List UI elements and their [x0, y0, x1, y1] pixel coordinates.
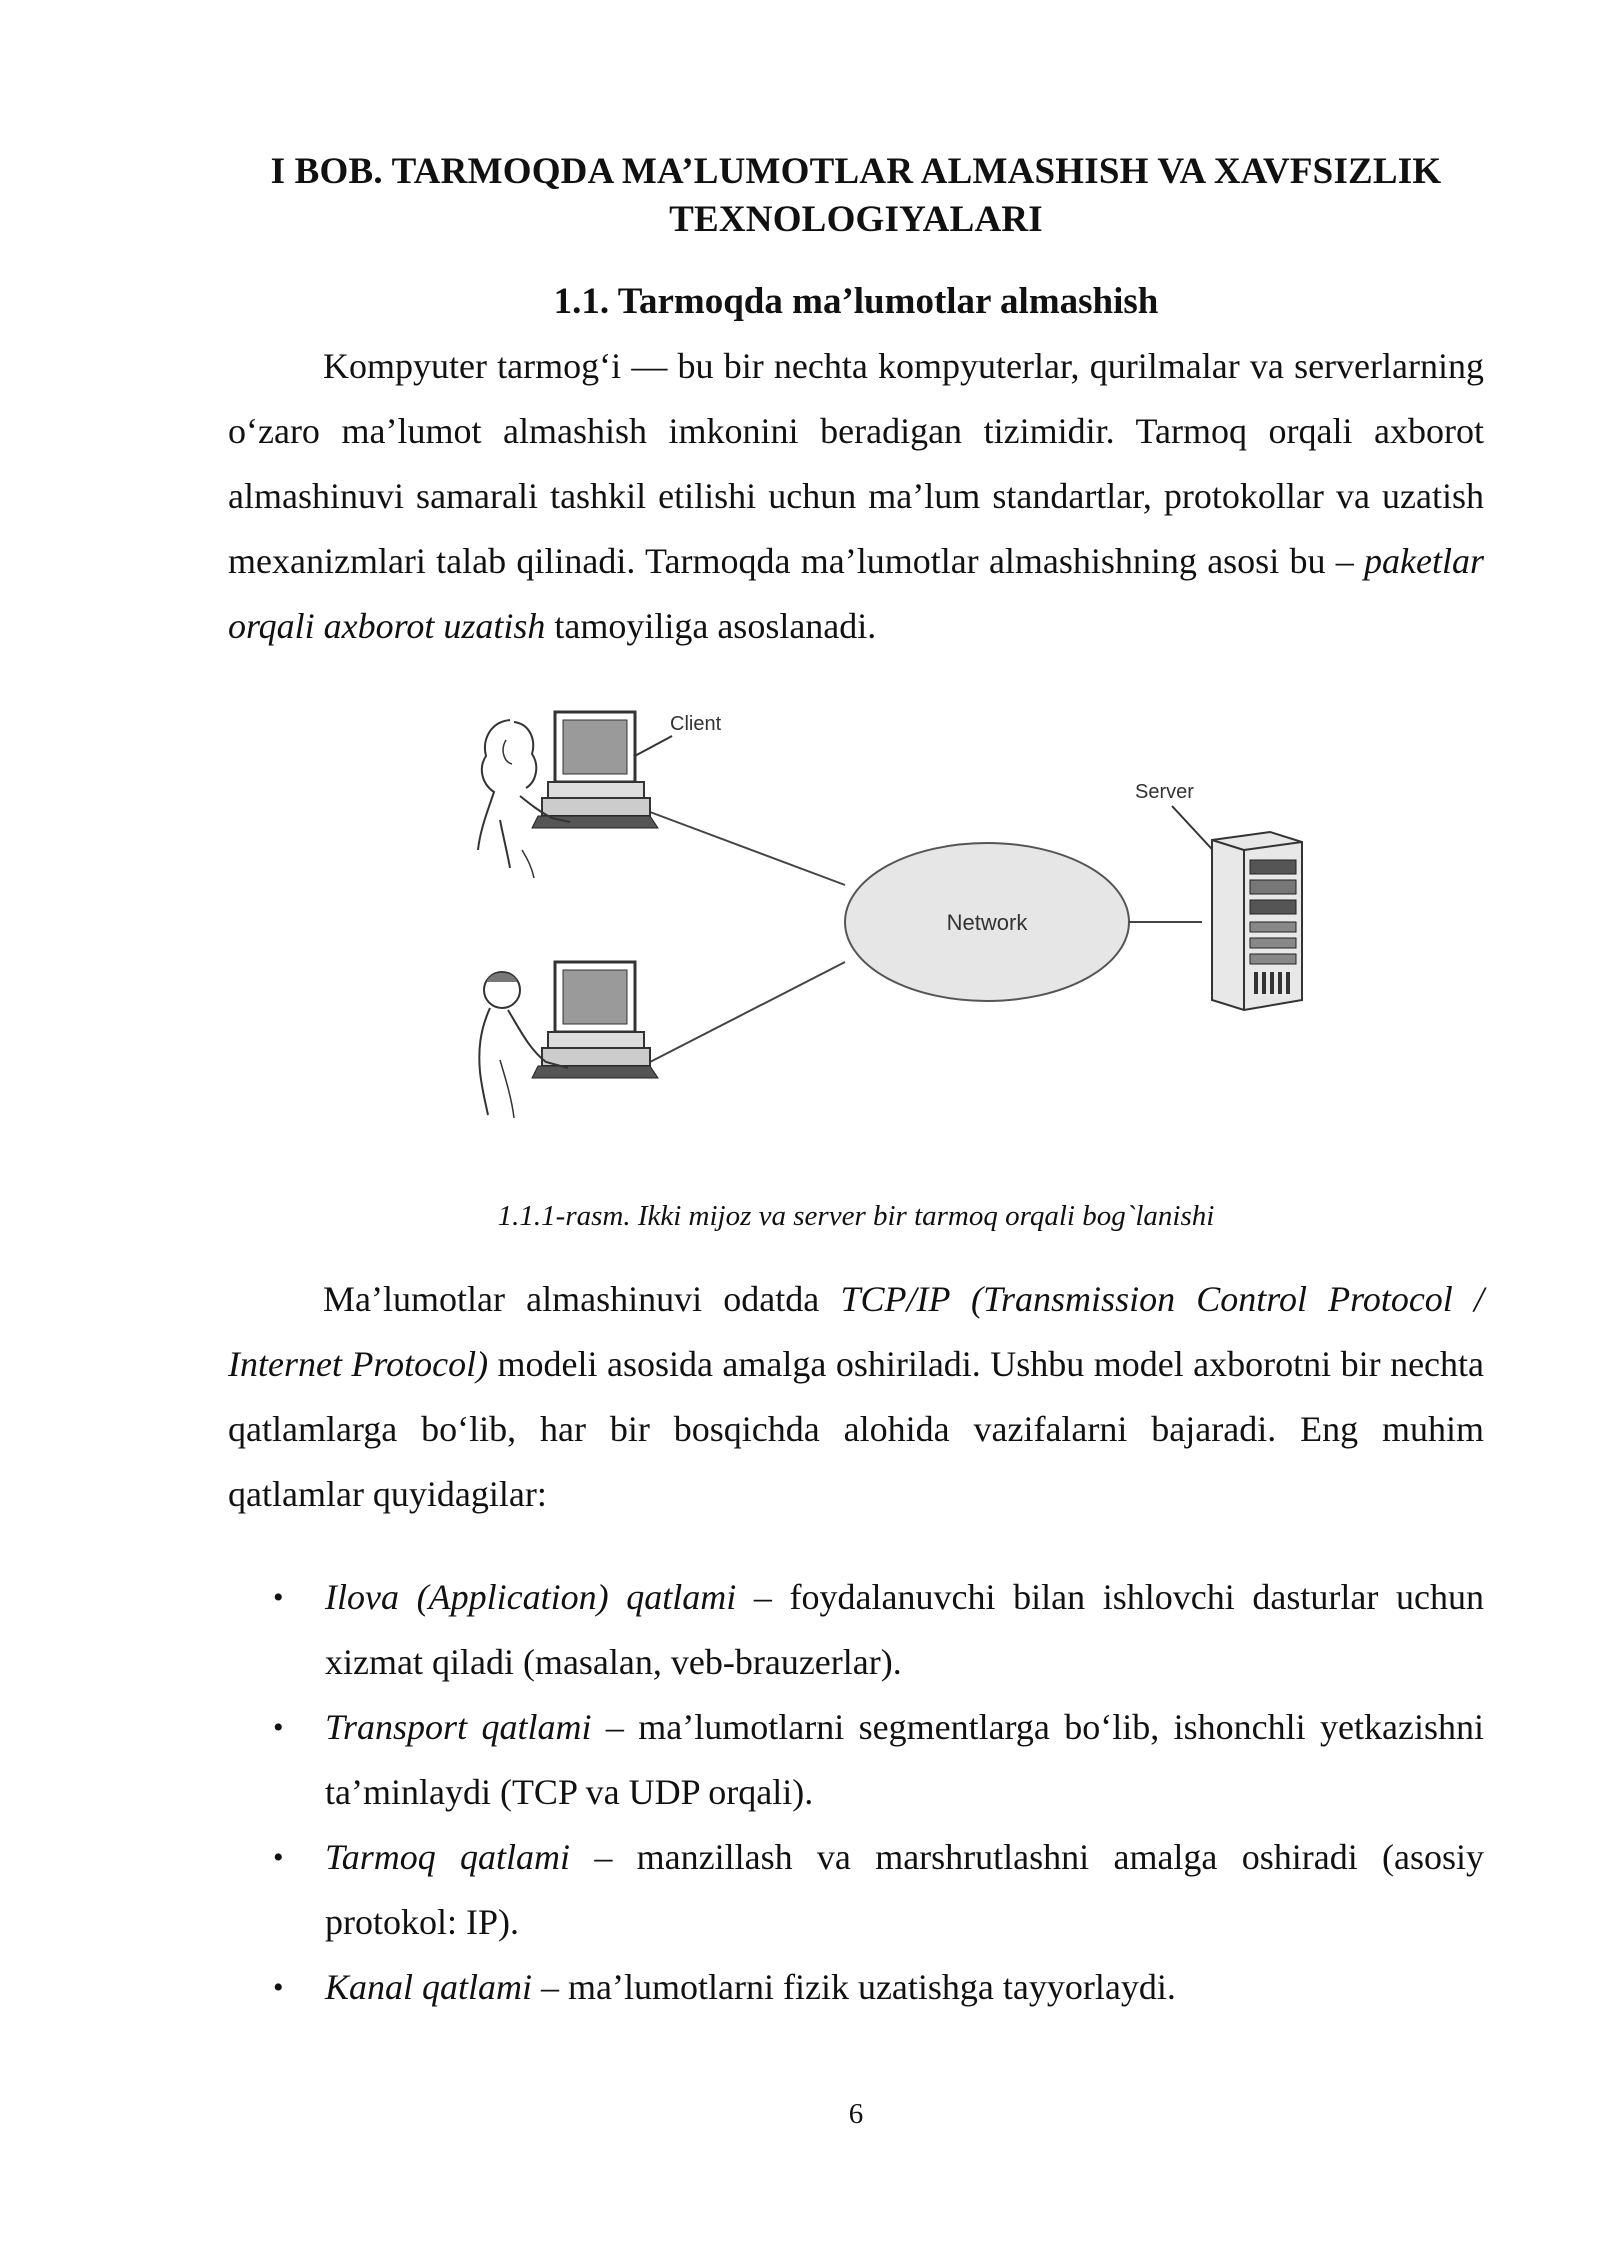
layer-term: Kanal qatlami [325, 1967, 533, 2007]
network-label: Network [946, 910, 1028, 935]
client2-link-line [650, 962, 845, 1062]
layer-description: – manzillash va marshrutlashni amalga oshiradi (asosiy protokol: IP). [325, 1837, 1484, 1942]
figure-caption: 1.1.1-rasm. Ikki mijoz va server bir tarmoq orqali bog`lanishi [497, 1200, 1215, 1232]
list-item [228, 1955, 1484, 2020]
network-diagram [460, 700, 1340, 1130]
layer-term: Tarmoq qatlami [325, 1837, 571, 1877]
tcpip-paragraph-lead: Ma’lumotlar almashinuvi odatda [323, 1279, 841, 1319]
list-item [228, 1565, 1484, 1695]
bullet-icon: • [273, 1841, 284, 1874]
intro-paragraph [228, 334, 1484, 659]
layers-list [228, 1565, 1484, 2020]
intro-paragraph-emphasis: paketlar orqali axborot uzatish [228, 541, 1484, 646]
bullet-icon: • [273, 1971, 284, 2004]
tcpip-paragraph-emphasis: TCP/IP (Transmission Control Protocol / Internet Protocol) [228, 1279, 1484, 1384]
client-label: Client [670, 713, 722, 735]
layer-term: Ilova (Application) qatlami [325, 1577, 737, 1617]
network-figure [460, 700, 1340, 1130]
list-item [228, 1825, 1484, 1955]
chapter-title-line-1: I BOB. TARMOQDA MA’LUMOTLAR ALMASHISH VA XAVFSIZLIK [270, 151, 1442, 192]
section-title: 1.1. Tarmoqda ma’lumotlar almashish [553, 281, 1159, 322]
intro-paragraph-text: Kompyuter tarmog‘i — bu bir nechta kompyuterlar, qurilmalar va serverlarning o‘zaro ma’lumot almashish imkonini beradigan tizimidir. Tarmoq orqali axborot almashinuvi samarali tashkil etilishi uchun ma’lum standartlar, protokollar va uzatish mexanizmlari talab qilinadi. Tarmoqda ma’lumotlar almashishning asosi bu – [228, 346, 1484, 581]
chapter-title [228, 148, 1484, 244]
bullet-icon: • [273, 1581, 284, 1614]
client-workstation-2 [479, 962, 658, 1118]
server-label: Server [1135, 781, 1194, 803]
client1-link-line [650, 812, 845, 885]
layer-description: – ma’lumotlarni segmentlarga bo‘lib, ishonchli yetkazishni ta’minlaydi (TCP va UDP orqali). [325, 1707, 1484, 1812]
bullet-icon: • [273, 1711, 284, 1744]
tcpip-paragraph [228, 1267, 1484, 1527]
page-number: 6 [848, 2098, 864, 2130]
tcpip-paragraph-tail: modeli asosida amalga oshiriladi. Ushbu model axborotni bir nechta qatlamlarga bo‘lib, har bir bosqichda alohida vazifalarni bajaradi. Eng muhim qatlamlar quyidagilar: [228, 1344, 1485, 1514]
layer-description: – ma’lumotlarni fizik uzatishga tayyorlaydi. [532, 1967, 1176, 2007]
layer-description: – foydalanuvchi bilan ishlovchi dasturlar uchun xizmat qiladi (masalan, veb-brauzerlar). [325, 1577, 1484, 1682]
server-tower [1212, 832, 1302, 1010]
layer-term: Transport qatlami [325, 1707, 592, 1747]
intro-paragraph-tail: tamoyiliga asoslanadi. [545, 606, 877, 646]
list-item [228, 1695, 1484, 1825]
chapter-title-line-2: TEXNOLOGIYALARI [669, 199, 1043, 240]
client-workstation-1 [478, 712, 658, 878]
